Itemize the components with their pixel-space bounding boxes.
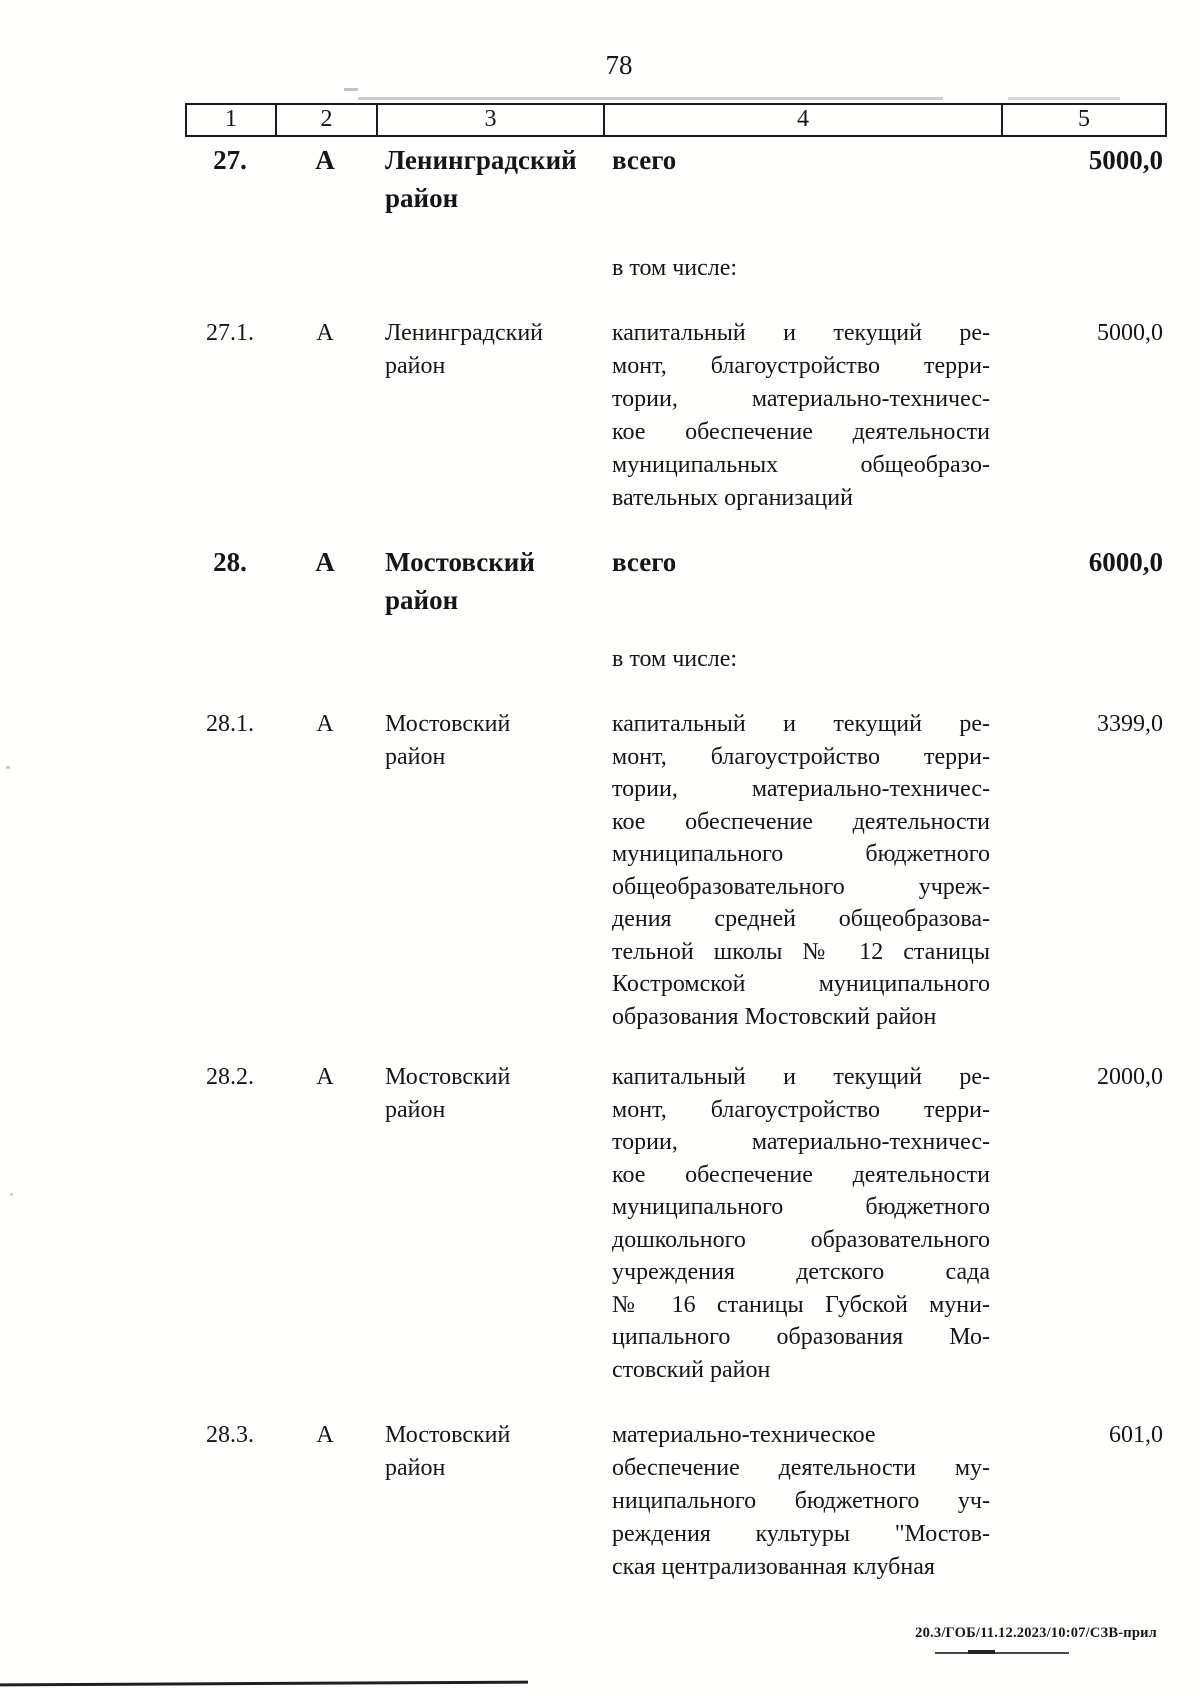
row-number: 28.2. xyxy=(206,1064,254,1090)
row-district: Мостовский район xyxy=(385,1064,511,1123)
page-number: 78 xyxy=(605,50,633,80)
table-header-cell-3: 3 xyxy=(378,105,605,135)
scan-artifact xyxy=(344,88,358,91)
row-amount: 3399,0 xyxy=(1097,711,1163,737)
row-number: 27.1. xyxy=(206,320,254,346)
row-district: Мостовский район xyxy=(385,711,511,770)
table-header-cell-5: 5 xyxy=(1078,106,1090,132)
row-code: А xyxy=(316,320,334,346)
row-purpose: материально-техническое обеспечение деятельности му- ниципального бюджетного уч- реждения культуры "Мостов- ская централизованная клубная xyxy=(612,1422,990,1580)
footer-code: 20.3/ГОБ/11.12.2023/10:07/СЗВ-прил xyxy=(915,1625,1157,1641)
scan-artifact xyxy=(1008,97,1120,100)
row-number: 27. xyxy=(213,145,247,175)
footer-underline-artifact xyxy=(968,1650,995,1654)
row-code: А xyxy=(316,1064,334,1090)
scan-artifact xyxy=(6,766,10,769)
row-amount: 5000,0 xyxy=(1097,320,1163,346)
row-district: Мостовский район xyxy=(385,547,535,615)
row-district: Ленинградский район xyxy=(385,320,544,379)
row-district: Мостовский район xyxy=(385,1422,511,1481)
row-amount: 5000,0 xyxy=(1088,145,1163,175)
scan-artifact xyxy=(0,1681,528,1687)
row-purpose: капитальный и текущий ре- монт, благоустройство терри- тории, материально-техничес- кое обеспечение деятельности муниципального бюджетного дошкольного образовательного учреждения детского сада № 16 станицы Губской муни- ципального образования Мо- стовский район xyxy=(612,1064,990,1383)
table-header-cell-1: 1 xyxy=(187,105,277,135)
row-amount: 2000,0 xyxy=(1097,1064,1163,1090)
row-code: А xyxy=(315,547,335,577)
row-code: А xyxy=(316,711,334,737)
table-header-cell-4: 4 xyxy=(605,105,1003,135)
row-district: Ленинградский район xyxy=(385,145,577,213)
include-note: в том числе: xyxy=(612,646,738,672)
row-purpose: капитальный и текущий ре- монт, благоустройство терри- тории, материально-техничес- кое обеспечение деятельности муниципального бюджетного общеобразовательного учреж- дения средней общеобразова- тельной школы № 12 станицы Костромской муниципального образования Мостовский район xyxy=(612,711,990,1030)
footer-underline-artifact xyxy=(935,1652,1069,1654)
row-number: 28.1. xyxy=(206,711,254,737)
include-note: в том числе: xyxy=(612,255,738,281)
row-amount: 6000,0 xyxy=(1088,547,1163,577)
table-header-row xyxy=(185,103,1167,137)
table-header-cell-2: 2 xyxy=(277,105,378,135)
row-code: А xyxy=(316,1422,334,1448)
row-amount: 601,0 xyxy=(1109,1422,1163,1448)
row-purpose: капитальный и текущий ре- монт, благоустройство терри- тории, материально-техничес- кое обеспечение деятельности муниципальных общеобразо- вательных организаций xyxy=(612,320,990,511)
scan-artifact xyxy=(10,1193,13,1196)
row-number: 28. xyxy=(213,547,247,577)
row-code: А xyxy=(315,145,335,175)
row-number: 28.3. xyxy=(206,1422,254,1448)
row-purpose: всего xyxy=(612,547,677,577)
row-purpose: всего xyxy=(612,145,677,175)
scan-artifact xyxy=(358,97,943,100)
